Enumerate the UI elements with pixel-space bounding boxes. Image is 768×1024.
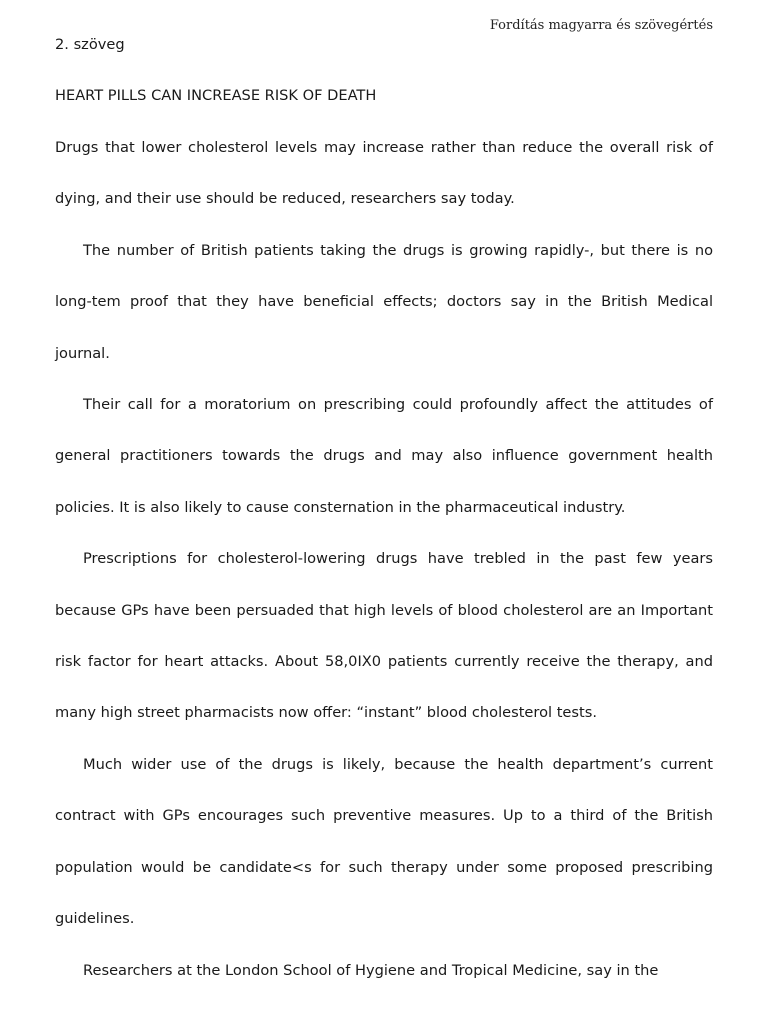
- paragraph-6: Researchers at the London School of Hygiene and Tropical Medicine, say in the: [83, 961, 659, 979]
- section-label: 2. szöveg: [55, 36, 125, 53]
- paragraph-2: The number of British patients taking the drugs is growing rapidly-, but there is no long-tem proof that they have beneficial effects; doctors say in the British Medical journal.: [55, 241, 713, 362]
- running-header: Fordítás magyarra és szövegértés: [489, 18, 713, 33]
- paragraph-1: Drugs that lower cholesterol levels may increase rather than reduce the overall risk of dying, and their use should be reduced, researchers say today.: [55, 139, 713, 208]
- paragraph-4: Prescriptions for cholesterol-lowering drugs have trebled in the past few years because GPs have been persuaded that high levels of blood cholesterol are an Important risk factor for heart attacks. About 58,0IX0 patients currently receive the therapy, and many high street pharmacists now offer: “instant” blood cholesterol tests.: [55, 550, 713, 722]
- document-body: [55, 34, 713, 996]
- paragraph-3: Their call for a moratorium on prescribing could profoundly affect the attitudes of general practitioners towards the drugs and may also influence government health policies. It is also likely to cause consternation in the pharmaceutical industry.: [55, 396, 713, 516]
- article-title: HEART PILLS CAN INCREASE RISK OF DEATH: [55, 87, 377, 104]
- paragraph-5: Much wider use of the drugs is likely, because the health department’s current contract with GPs encourages such preventive measures. Up to a third of the British population would be candidate<s for such therapy under some proposed prescribing guidelines.: [55, 755, 713, 928]
